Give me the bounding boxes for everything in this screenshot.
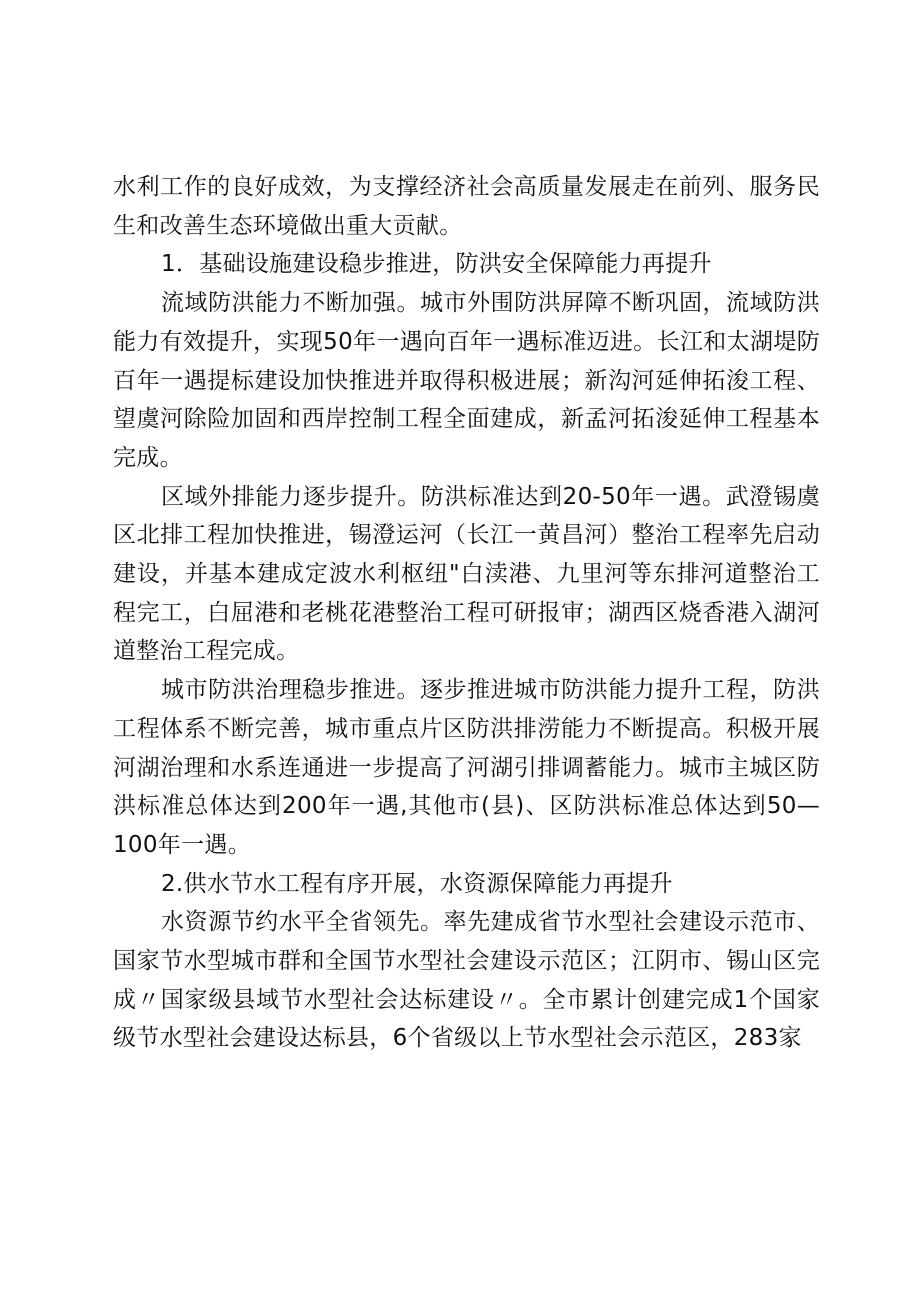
document-body: [113, 168, 820, 1058]
paragraph-regional-drainage: 区域外排能力逐步提升。防洪标准达到20-50年一遇。武澄锡虞区北排工程加快推进，锡澄运河（长江一黄昌河）整治工程率先启动建设，并基本建成定波水利枢纽"白渎港、九里河等东排河道整治工程完工，白屈港和老桃花港整治工程可研报审；湖西区烧香港入湖河道整治工程完成。: [113, 483, 820, 665]
section-heading-1: 1．基础设施建设稳步推进，防洪安全保障能力再提升: [161, 251, 712, 278]
paragraph-water-conservation: 水资源节约水平全省领先。率先建成省节水型社会建设示范市、国家节水型城市群和全国节水型社会建设示范区；江阴市、锡山区完成〃国家级县域节水型社会达标建设〃。全市累计创建完成1个国家级节水型社会建设达标县，6个省级以上节水型社会示范区，283家: [113, 909, 820, 1052]
paragraph-urban-flood-control: 城市防洪治理稳步推进。逐步推进城市防洪能力提升工程，防洪工程体系不断完善，城市重点片区防洪排涝能力不断提高。积极开展河湖治理和水系连通进一步提高了河湖引排调蓄能力。城市主城区防洪标准总体达到200年一遇,其他市(县)、区防洪标准总体达到50—100年一遇。: [113, 677, 820, 858]
paragraph-intro-continuation: 水利工作的良好成效，为支撑经济社会高质量发展走在前列、服务民生和改善生态环境做出重大贡献。: [113, 174, 820, 239]
section-heading-2: 2.供水节水工程有序开展，水资源保障能力再提升: [161, 870, 673, 897]
paragraph-basin-flood-control: 流域防洪能力不断加强。城市外围防洪屏障不断巩固，流域防洪能力有效提升，实现50年一遇向百年一遇标准迈进。长江和太湖堤防百年一遇提标建设加快推进并取得积极进展；新沟河延伸拓浚工程、望虞河除险加固和西岸控制工程全面建成，新孟河拓浚延伸工程基本完成。: [113, 290, 820, 471]
